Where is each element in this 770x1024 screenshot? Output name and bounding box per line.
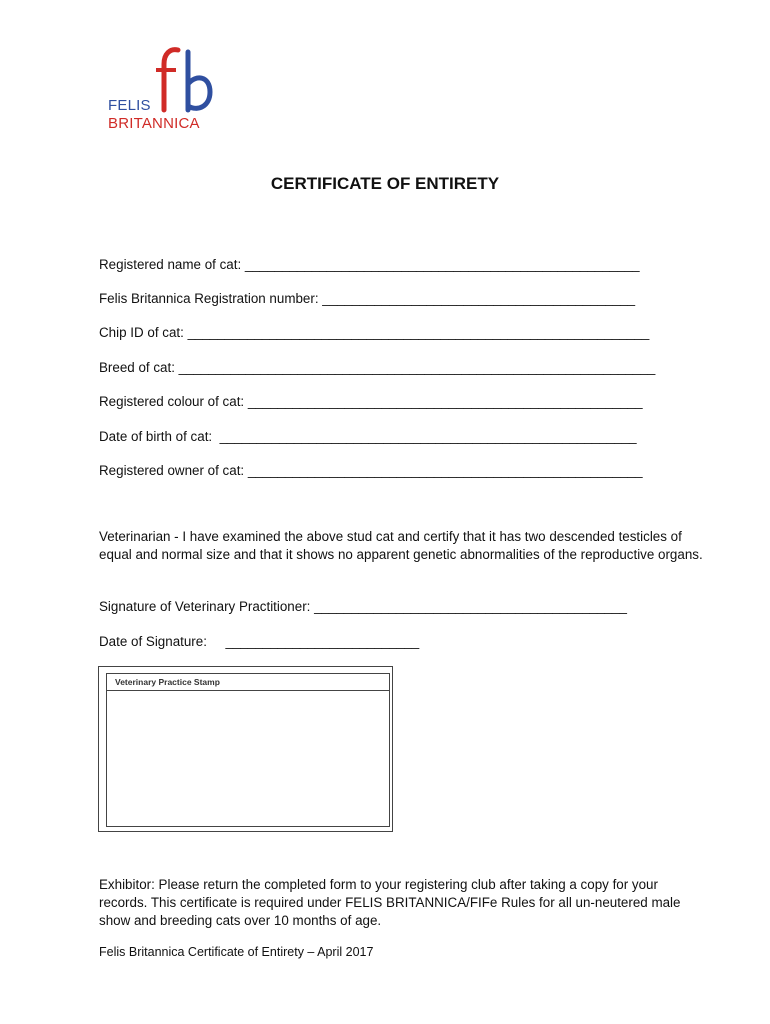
logo-britannica-text: BRITANNICA — [108, 115, 200, 132]
vet-statement: Veterinarian - I have examined the above stud cat and certify that it has two descended testicles of equal and normal size and that it shows no apparent genetic abnormalities of the reproductive organs. — [99, 529, 703, 562]
field-chip-id[interactable]: Chip ID of cat: ______________________________________________________________ — [99, 325, 650, 340]
stamp-area[interactable] — [106, 673, 390, 827]
stamp-label: Veterinary Practice Stamp — [115, 677, 220, 687]
field-registered-name[interactable]: Registered name of cat: _____________________________________________________ — [99, 257, 640, 272]
logo-felis-text: FELIS — [108, 97, 151, 114]
fb-monogram-icon — [152, 44, 224, 114]
field-registered-colour[interactable]: Registered colour of cat: _____________________________________________________ — [99, 394, 643, 409]
field-registered-owner[interactable]: Registered owner of cat: _____________________________________________________ — [99, 463, 643, 478]
page-title: CERTIFICATE OF ENTIRETY — [270, 174, 500, 193]
field-date-of-birth[interactable]: Date of birth of cat: ________________________________________________________ — [99, 429, 637, 444]
exhibitor-note: Exhibitor: Please return the completed form to your registering club after taking a copy for your records. This certificate is required under FELIS BRITANNICA/FIFe Rules for all un-neutered male show and breeding cats over 10 months of age. — [99, 877, 681, 928]
footer-text: Felis Britannica Certificate of Entirety – April 2017 — [99, 945, 374, 959]
field-date-of-signature[interactable]: Date of Signature: __________________________ — [99, 634, 420, 649]
felis-britannica-logo — [108, 44, 228, 136]
field-registration-number[interactable]: Felis Britannica Registration number: __________________________________________ — [99, 291, 636, 306]
field-breed[interactable]: Breed of cat: ________________________________________________________________ — [99, 360, 656, 375]
field-vet-signature[interactable]: Signature of Veterinary Practitioner: __________________________________________ — [99, 599, 627, 614]
